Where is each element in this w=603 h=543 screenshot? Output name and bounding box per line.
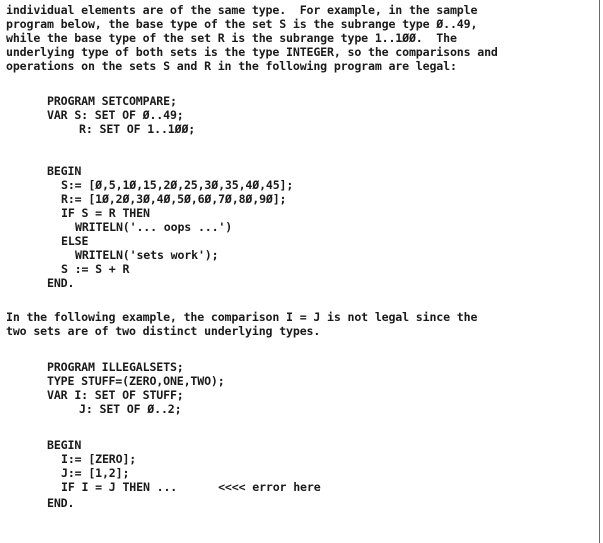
program2-header-line-1: PROGRAM ILLEGALSETS; — [47, 360, 184, 374]
program2-header-line-2: TYPE STUFF=(ZERO,ONE,TWO); — [47, 374, 225, 388]
program1-header-line-2: VAR S: SET OF Ø..49; — [47, 108, 184, 122]
program2-header-line-3: VAR I: SET OF STUFF; — [47, 388, 184, 402]
program1-end: END. — [47, 276, 75, 290]
paragraph1-line-5: operations on the sets S and R in the following program are legal: — [6, 59, 457, 73]
paragraph2-line-1: In the following example, the comparison I = J is not legal since the — [6, 310, 478, 324]
program2-begin: BEGIN — [47, 438, 82, 452]
paragraph1-line-3: while the base type of the set R is the subrange type 1..1ØØ. The — [6, 31, 457, 45]
program1-body-line-3: IF S = R THEN — [61, 206, 150, 220]
program1-begin: BEGIN — [47, 164, 82, 178]
program1-last-statement: S := S + R — [61, 262, 130, 276]
program1-else-statement: WRITELN('sets work'); — [75, 248, 219, 262]
program1-body-line-1: S:= [Ø,5,1Ø,15,2Ø,25,3Ø,35,4Ø,45]; — [61, 178, 294, 192]
program1-else: ELSE — [61, 234, 89, 248]
paragraph2-line-2: two sets are of two distinct underlying types. — [6, 324, 321, 338]
program2-body-line-2: J:= [1,2]; — [61, 466, 130, 480]
program2-var-continuation: J: SET OF Ø..2; — [79, 402, 182, 416]
page-border-right — [599, 0, 600, 543]
paragraph1-line-1: individual elements are of the same type. For example, in the sample — [6, 3, 478, 17]
paragraph1-line-2: program below, the base type of the set S is the subrange type Ø..49, — [6, 17, 478, 31]
paragraph1-line-4: underlying type of both sets is the type INTEGER, so the comparisons and — [6, 45, 498, 59]
program2-end: END. — [47, 496, 75, 510]
program1-header-line-1: PROGRAM SETCOMPARE; — [47, 94, 177, 108]
program1-var-continuation: R: SET OF 1..1ØØ; — [79, 122, 196, 136]
program2-body-line-3: IF I = J THEN ... <<<< error here — [61, 480, 321, 494]
program1-then-statement: WRITELN('... oops ...') — [75, 220, 233, 234]
program2-body-line-1: I:= [ZERO]; — [61, 452, 137, 466]
program1-body-line-2: R:= [1Ø,2Ø,3Ø,4Ø,5Ø,6Ø,7Ø,8Ø,9Ø]; — [61, 192, 287, 206]
